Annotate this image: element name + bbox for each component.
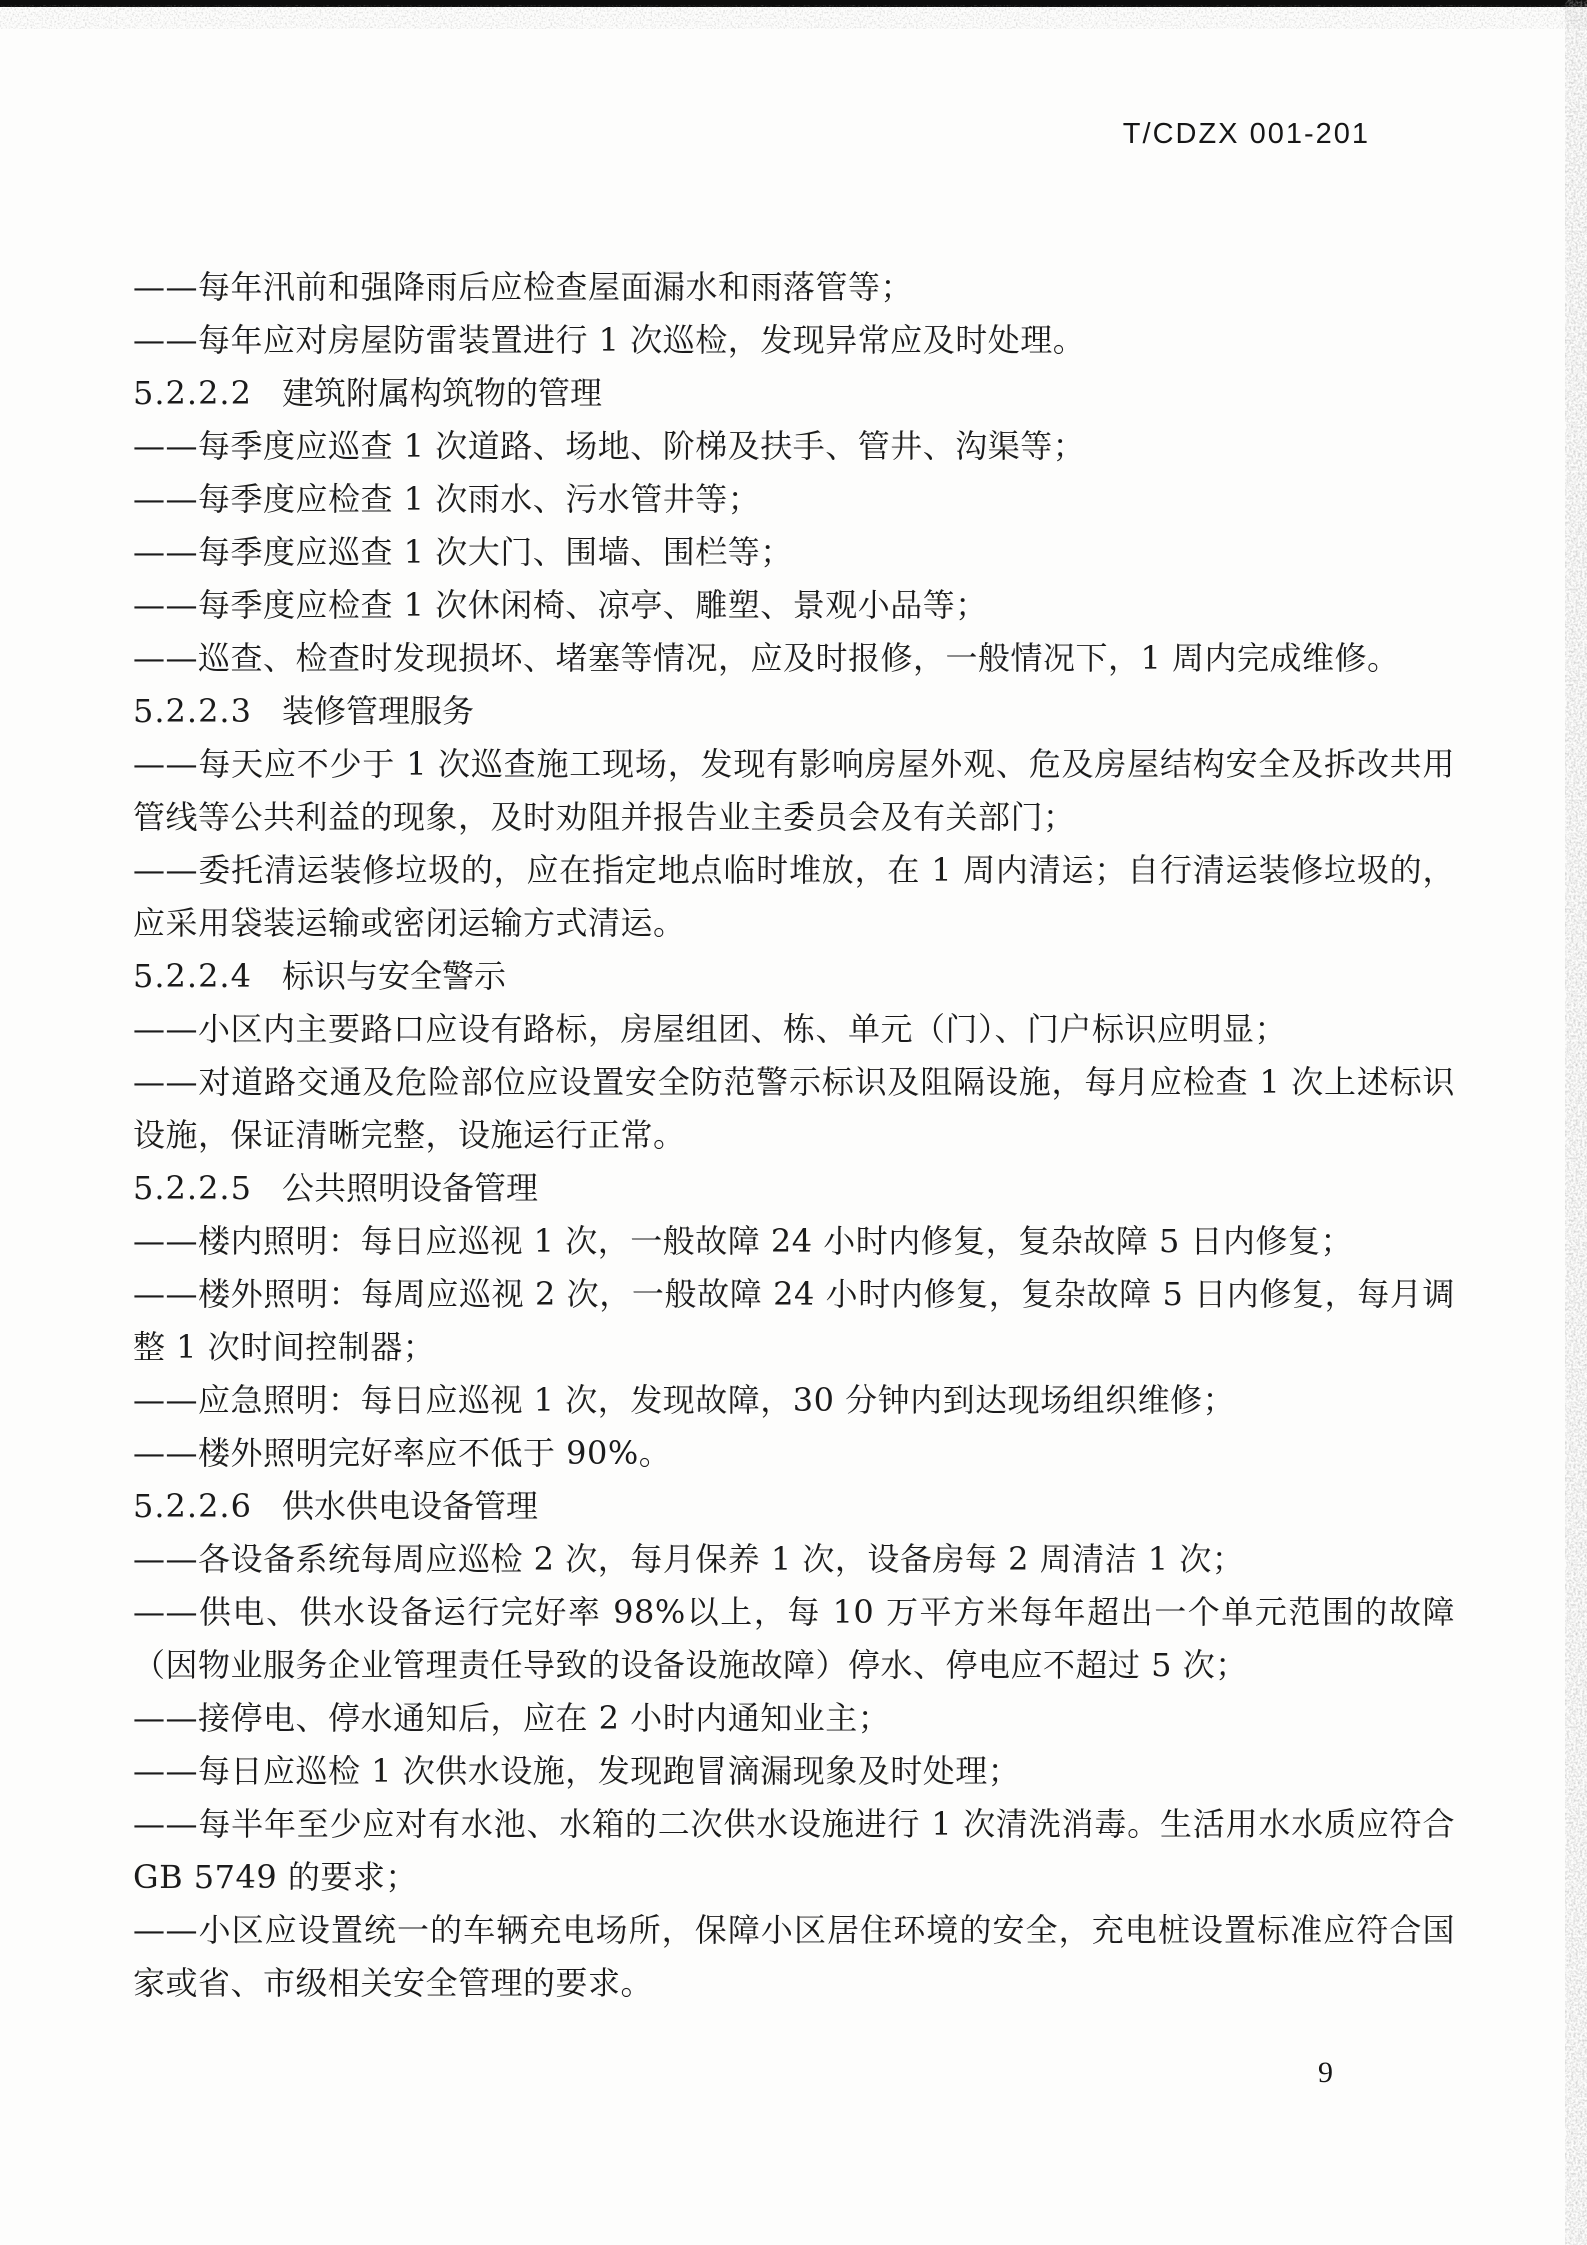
section-title: 标识与安全警示	[281, 957, 506, 995]
clause-item: ——楼内照明：每日应巡视 1 次，一般故障 24 小时内修复，复杂故障 5 日内修复；	[133, 1222, 1353, 1260]
page-number: 9	[1318, 2056, 1333, 2089]
section-number: 5.2.2.5	[133, 1169, 252, 1207]
document-body	[133, 261, 1455, 2010]
clause-item: ——每年汛前和强降雨后应检查屋面漏水和雨落管等；	[133, 268, 914, 306]
section-title: 供水供电设备管理	[281, 1487, 538, 1525]
section-title: 建筑附属构筑物的管理	[281, 374, 602, 412]
clause-item: ——供电、供水设备运行完好率 98%以上，每 10 万平方米每年超出一个单元范围的故障（因物业服务企业管理责任导致的设备设施故障）停水、停电应不超过 5 次；	[133, 1593, 1455, 1684]
section-title: 装修管理服务	[281, 692, 474, 730]
section-number: 5.2.2.2	[133, 374, 252, 412]
section-number: 5.2.2.4	[133, 957, 252, 995]
clause-item: ——每天应不少于 1 次巡查施工现场，发现有影响房屋外观、危及房屋结构安全及拆改共用管线等公共利益的现象，及时劝阻并报告业主委员会及有关部门；	[133, 745, 1455, 836]
section-number: 5.2.2.3	[133, 692, 252, 730]
section-heading	[133, 685, 1455, 738]
standard-code-header: T/CDZX 001-201	[1122, 118, 1370, 150]
clause-item: ——每季度应检查 1 次休闲椅、凉亭、雕塑、景观小品等；	[133, 586, 988, 624]
clause-item: ——每季度应巡查 1 次道路、场地、阶梯及扶手、管井、沟渠等；	[133, 427, 1086, 465]
clause-item: ——各设备系统每周应巡检 2 次，每月保养 1 次，设备房每 2 周清洁 1 次；	[133, 1540, 1245, 1578]
clause-item: ——小区应设置统一的车辆充电场所，保障小区居住环境的安全，充电桩设置标准应符合国家或省、市级相关安全管理的要求。	[133, 1911, 1455, 2002]
clause-item: ——每季度应巡查 1 次大门、围墙、围栏等；	[133, 533, 793, 571]
section-title: 公共照明设备管理	[281, 1169, 538, 1207]
clause-item: ——小区内主要路口应设有路标，房屋组团、栋、单元（门）、门户标识应明显；	[133, 1010, 1288, 1048]
clause-item: ——楼外照明：每周应巡视 2 次，一般故障 24 小时内修复，复杂故障 5 日内修复，每月调整 1 次时间控制器；	[133, 1275, 1455, 1366]
clause-item: ——每年应对房屋防雷装置进行 1 次巡检，发现异常应及时处理。	[133, 321, 1086, 359]
section-heading	[133, 950, 1455, 1003]
section-heading	[133, 367, 1455, 420]
clause-item: ——巡查、检查时发现损坏、堵塞等情况，应及时报修，一般情况下，1 周内完成维修。	[133, 639, 1400, 677]
section-heading	[133, 1480, 1455, 1533]
clause-item: ——接停电、停水通知后，应在 2 小时内通知业主；	[133, 1699, 891, 1737]
section-heading	[133, 1162, 1455, 1215]
clause-item: ——应急照明：每日应巡视 1 次，发现故障，30 分钟内到达现场组织维修；	[133, 1381, 1236, 1419]
clause-item: ——对道路交通及危险部位应设置安全防范警示标识及阻隔设施，每月应检查 1 次上述标识设施，保证清晰完整，设施运行正常。	[133, 1063, 1455, 1154]
clause-item: ——楼外照明完好率应不低于 90%。	[133, 1434, 672, 1472]
clause-item: ——每日应巡检 1 次供水设施，发现跑冒滴漏现象及时处理；	[133, 1752, 1021, 1790]
clause-item: ——每季度应检查 1 次雨水、污水管井等；	[133, 480, 761, 518]
scan-noise-top	[0, 5, 1587, 29]
clause-item: ——委托清运装修垃圾的，应在指定地点临时堆放，在 1 周内清运；自行清运装修垃圾的，应采用袋装运输或密闭运输方式清运。	[133, 851, 1455, 942]
scan-noise-right-edge	[1565, 0, 1587, 2245]
section-number: 5.2.2.6	[133, 1487, 252, 1525]
clause-item: ——每半年至少应对有水池、水箱的二次供水设施进行 1 次清洗消毒。生活用水水质应符合 GB 5749 的要求；	[133, 1805, 1455, 1896]
